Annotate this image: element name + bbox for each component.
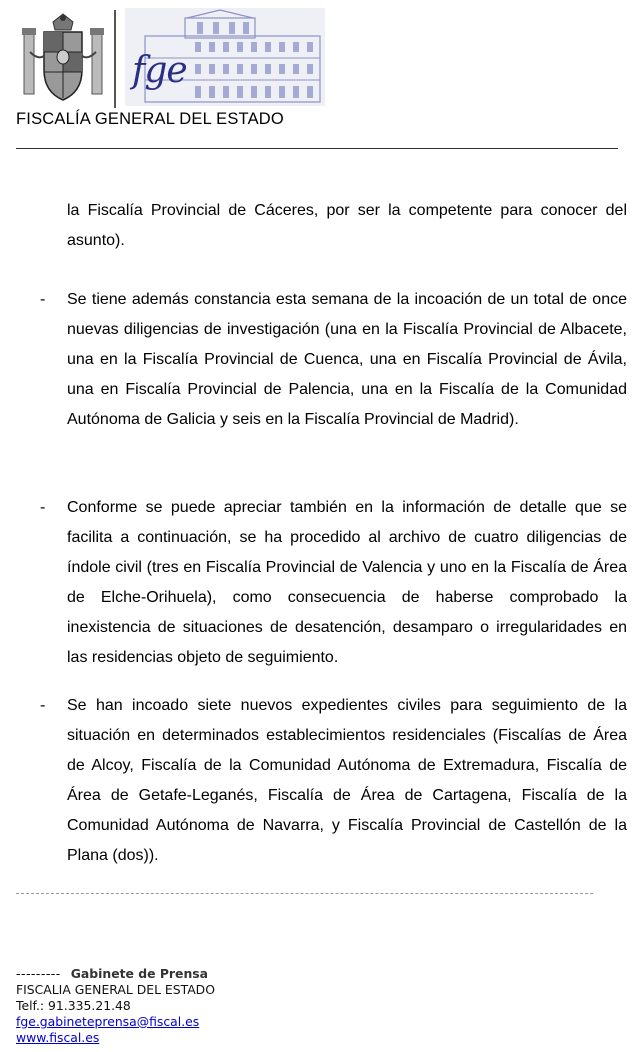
- continuation-paragraph: la Fiscalía Provincial de Cáceres, por ser la competente para conocer del asunto).: [67, 202, 627, 249]
- footer-contact: [16, 966, 215, 1046]
- header-divider: [16, 148, 618, 149]
- footer-phone: Telf.: 91.335.21.48: [16, 998, 131, 1013]
- bullet-paragraph: Se tiene además constancia esta semana de la incoación de un total de once nuevas diligencias de investigación (una en la Fiscalía Provincial de Albacete, una en la Fiscalía Provincial de Cuenca, una en Fiscalía Provincial de Ávila, una en Fiscalía Provincial de Palencia, una en la Fiscalía de la Comunidad Autónoma de Galicia y seis en la Fiscalía Provincial de Madrid).: [67, 291, 627, 428]
- bullet-marker: -: [40, 499, 46, 516]
- bullet-marker: -: [40, 697, 46, 714]
- footer-department: Gabinete de Prensa: [70, 966, 209, 981]
- bullet-marker: -: [40, 291, 46, 308]
- footer-website-link[interactable]: www.fiscal.es: [16, 1030, 100, 1045]
- fge-logo-text: fge: [132, 50, 187, 91]
- footer-organization: FISCALIA GENERAL DEL ESTADO: [16, 982, 215, 997]
- footer-email-link[interactable]: fge.gabineteprensa@fiscal.es: [16, 1014, 200, 1029]
- header-logo: [18, 8, 328, 108]
- footer-department-line: [16, 966, 215, 982]
- coat-of-arms-icon: [22, 12, 104, 104]
- header-title: FISCALÍA GENERAL DEL ESTADO: [16, 110, 284, 128]
- bullet-paragraph: Conforme se puede apreciar también en la información de detalle que se facilita a continuación, se ha procedido al archivo de cuatro diligencias de índole civil (tres en Fiscalía Provincial de Valencia y uno en la Fiscalía de Área de Elche-Orihuela), como consecuencia de haberse comprobado la inexistencia de situaciones de desatención, desamparo o irregularidades en las residencias objeto de seguimiento.: [67, 499, 627, 666]
- logo-divider: [114, 10, 116, 108]
- footer-dashes: ---------: [16, 966, 61, 981]
- bullet-paragraph: Se han incoado siete nuevos expedientes civiles para seguimiento de la situación en determinados establecimientos residenciales (Fiscalías de Área de Alcoy, Fiscalía de la Comunidad Autónoma de Extremadura, Fiscalía de Área de Getafe-Leganés, Fiscalía de Área de Cartagena, Fiscalía de la Comunidad Autónoma de Navarra, y Fiscalía Provincial de Castellón de la Plana (dos)).: [67, 697, 627, 864]
- footer-divider: [16, 893, 593, 894]
